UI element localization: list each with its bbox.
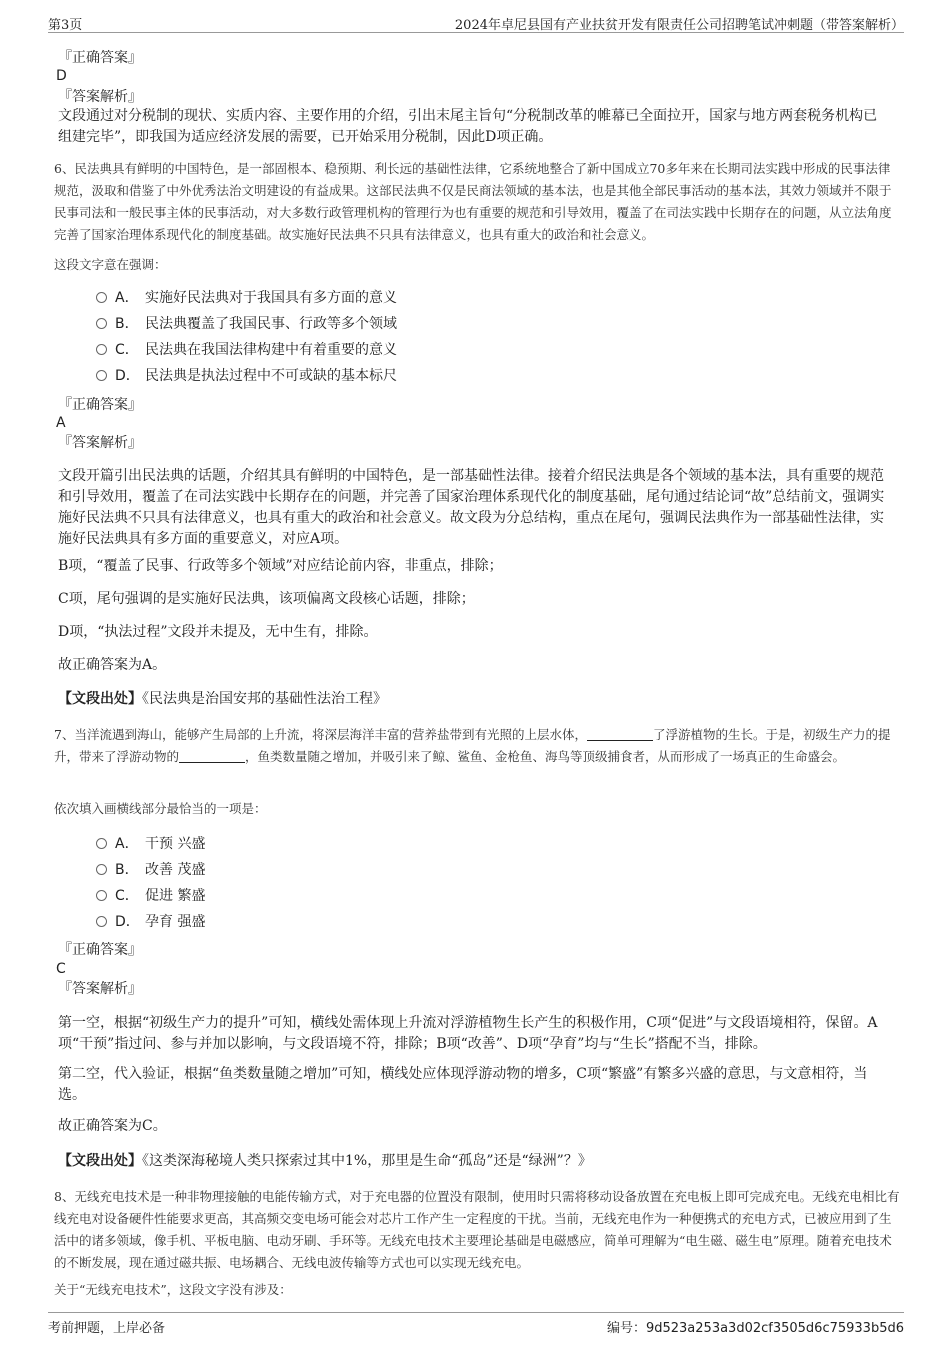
radio-icon[interactable] xyxy=(96,344,107,355)
document-code: 编号：9d523a253a3d02cf3505d6c75933b5d6 xyxy=(606,1321,904,1336)
document-title: 2024年卓尼县国有产业扶贫开发有限责任公司招聘笔试冲刺题（带答案解析） xyxy=(454,18,904,33)
radio-icon[interactable] xyxy=(96,864,107,875)
option-a[interactable]: A． 实施好民法典对于我国具有多方面的意义 xyxy=(96,288,397,310)
analysis-text: 第二空，代入验证，根据“鱼类数量随之增加”可知，横线处应体现浮游动物的增多，C项“繁盛”有繁多兴盛的意思，与文意相符，当选。 xyxy=(58,1066,868,1103)
analysis-text: 文段通过对分税制的现状、实质内容、主要作用的介绍，引出末尾主旨句“分税制改革的帷幕已全面拉开，国家与地方两套税务机构已组建完毕”，即我国为适应经济发展的需要，已开始采用分税制，因此D项正确。 xyxy=(58,108,878,145)
analysis-text: 第一空，根据“初级生产力的提升”可知，横线处需体现上升流对浮游植物生长产生的积极作用，C项“促进”与文段语境相符，保留。A项“干预”指过问、参与并加以影响，与文段语境不符，排除；B项“改善”、D项“孕育”均与“生长”搭配不当，排除。 xyxy=(58,1015,878,1052)
analysis-label: 『答案解析』 xyxy=(58,435,142,451)
option-d[interactable]: D． 民法典是执法过程中不可或缺的基本标尺 xyxy=(96,366,397,388)
question-8-prompt: 关于“无线充电技术”，这段文字没有涉及： xyxy=(54,1282,292,1297)
source-label: 【文段出处】 xyxy=(58,1153,142,1169)
radio-icon[interactable] xyxy=(96,292,107,303)
analysis-text: 故正确答案为C。 xyxy=(58,1118,167,1134)
page-header xyxy=(48,12,904,33)
blank-line xyxy=(587,726,653,741)
radio-icon[interactable] xyxy=(96,838,107,849)
source-line xyxy=(58,1151,888,1172)
answer-label: 『正确答案』 xyxy=(58,50,142,66)
analysis-text: D项，“执法过程”文段并未提及，无中生有，排除。 xyxy=(58,624,378,640)
question-6-prompt: 这段文字意在强调： xyxy=(54,257,167,272)
option-b[interactable]: B． 民法典覆盖了我国民事、行政等多个领域 xyxy=(96,314,397,336)
option-c[interactable]: C． 民法典在我国法律构建中有着重要的意义 xyxy=(96,340,397,362)
option-a[interactable]: A． 干预 兴盛 xyxy=(96,834,205,856)
answer-value: D xyxy=(56,68,67,84)
source-title: 《民法典是治国安邦的基础性法治工程》 xyxy=(142,691,387,707)
page-number: 第3页 xyxy=(48,18,83,33)
question-7-text: 7、当洋流遇到海山，能够产生局部的上升流，将深层海洋丰富的营养盐带到有光照的上层水体， 了浮游植物的生长。于是，初级生产力的提升，带来了浮游动物的 ，鱼类数量随之增加，并吸引来了鲸、鲨鱼、金枪鱼、海鸟等顶级捕食者，从而形成了一场真正的生命盛会。 xyxy=(54,727,891,764)
question-6-text: 6、民法典具有鲜明的中国特色，是一部固根本、稳预期、利长远的基础性法律，它系统地整合了新中国成立70多年来在长期司法实践中形成的民事法律规范，汲取和借鉴了中外优秀法治文明建设的有益成果。这部民法典不仅是民商法领域的基本法，也是其他全部民事活动的基本法，其效力领域并不限于民事司法和一般民事主体的民事活动，对大多数行政管理机构的管理行为也有重要的规范和引导效用，覆盖了在司法实践中长期存在的问题，从立法角度完善了国家治理体系现代化的制度基础。故实施好民法典不只具有法律意义，也具有重大的政治和社会意义。 xyxy=(54,161,892,242)
option-c[interactable]: C． 促进 繁盛 xyxy=(96,886,205,908)
page-footer xyxy=(48,1312,904,1335)
answer-value: C xyxy=(56,961,66,977)
analysis-label: 『答案解析』 xyxy=(58,981,142,997)
source-title: 《这类深海秘境人类只探索过其中1%，那里是生命“孤岛”还是“绿洲”？》 xyxy=(142,1153,592,1169)
source-label: 【文段出处】 xyxy=(58,691,142,707)
answer-value: A xyxy=(56,415,66,431)
question-7-prompt: 依次填入画横线部分最恰当的一项是： xyxy=(54,801,267,816)
source-line xyxy=(58,689,888,710)
blank-line xyxy=(179,748,245,763)
question-8-text: 8、无线充电技术是一种非物理接触的电能传输方式，对于充电器的位置没有限制，使用时只需将移动设备放置在充电板上即可完成充电。无线充电相比有线充电对设备硬件性能要求更高，其高频交变电场可能会对芯片工作产生一定程度的干扰。当前，无线充电作为一种便携式的充电方式，已被应用到了生活中的诸多领域，像手机、平板电脑、电动牙刷、手环等。无线充电技术主要理论基础是电磁感应，简单可理解为“电生磁、磁生电”原理。随着充电技术的不断发展，现在通过磁共振、电场耦合、无线电波传输等方式也可以实现无线充电。 xyxy=(54,1189,900,1270)
answer-label: 『正确答案』 xyxy=(58,942,142,958)
analysis-text: 文段开篇引出民法典的话题，介绍其具有鲜明的中国特色，是一部基础性法律。接着介绍民法典是各个领域的基本法，具有重要的规范和引导效用，覆盖了在司法实践中长期存在的问题，并完善了国家治理体系现代化的制度基础，尾句通过结论词“故”总结前文，强调实施好民法典不只具有法律意义，也具有重大的政治和社会意义。故文段为分总结构，重点在尾句，强调民法典作为一部基础性法律，实施好民法典具有多方面的重要意义，对应A项。 xyxy=(58,468,885,547)
radio-icon[interactable] xyxy=(96,370,107,381)
analysis-label: 『答案解析』 xyxy=(58,89,142,105)
footer-slogan: 考前押题，上岸必备 xyxy=(48,1321,166,1336)
analysis-text: C项，尾句强调的是实施好民法典，该项偏离文段核心话题，排除； xyxy=(58,591,475,607)
radio-icon[interactable] xyxy=(96,318,107,329)
analysis-text: B项，“覆盖了民事、行政等多个领域”对应结论前内容，非重点，排除； xyxy=(58,558,503,574)
option-d[interactable]: D． 孕育 强盛 xyxy=(96,912,205,934)
radio-icon[interactable] xyxy=(96,890,107,901)
analysis-text: 故正确答案为A。 xyxy=(58,657,167,673)
option-b[interactable]: B． 改善 茂盛 xyxy=(96,860,205,882)
answer-label: 『正确答案』 xyxy=(58,397,142,413)
radio-icon[interactable] xyxy=(96,916,107,927)
